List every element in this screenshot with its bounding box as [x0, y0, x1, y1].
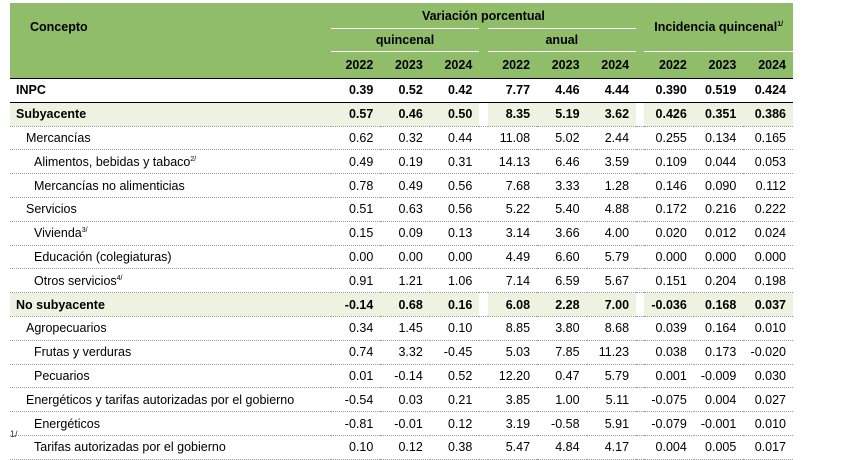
quincenal-value: 0.68	[380, 293, 430, 317]
quincenal-value: 0.57	[331, 102, 381, 126]
quincenal-value: 0.52	[430, 364, 480, 388]
anual-value: 3.19	[488, 412, 538, 436]
anual-value: 3.59	[587, 150, 637, 174]
table-row	[10, 174, 793, 198]
quincenal-value: 0.03	[380, 388, 430, 412]
table-row	[10, 316, 793, 340]
anual-value: 8.85	[488, 316, 538, 340]
incidencia-note: 1/	[777, 20, 784, 28]
quincenal-value: 0.39	[331, 79, 381, 103]
incidencia-value: 0.165	[743, 126, 793, 150]
anual-value: 7.00	[587, 293, 637, 317]
anual-value: 7.68	[488, 174, 538, 198]
anual-value: 11.08	[488, 126, 538, 150]
anual-value: 2.44	[587, 126, 637, 150]
anual-value: 11.23	[587, 340, 637, 364]
year-header: 2024	[743, 52, 793, 79]
incidencia-value: 0.000	[694, 245, 744, 269]
incidencia-value: -0.001	[694, 412, 744, 436]
table-row	[10, 150, 793, 174]
table-row	[10, 102, 793, 126]
row-label: Mercancías no alimenticias	[10, 174, 331, 198]
anual-value: 5.40	[537, 197, 587, 221]
incidencia-value: -0.020	[743, 340, 793, 364]
row-label: Vivienda$^{3/}$	[10, 221, 331, 245]
incidencia-value: 0.000	[644, 245, 694, 269]
table-body	[10, 79, 793, 460]
anual-value: 6.59	[537, 269, 587, 293]
incidencia-value: -0.036	[644, 293, 694, 317]
quincenal-value: 0.62	[331, 126, 381, 150]
row-label: Servicios	[10, 197, 331, 221]
year-header: 2024	[430, 52, 480, 79]
quincenal-value: 0.15	[331, 221, 381, 245]
quincenal-value: 1.45	[380, 316, 430, 340]
year-header: 2022	[331, 52, 381, 79]
quincenal-value: 0.01	[331, 364, 381, 388]
anual-value: 4.00	[587, 221, 637, 245]
quincenal-value: 0.52	[380, 79, 430, 103]
quincenal-value: 1.21	[380, 269, 430, 293]
table-row	[10, 412, 793, 436]
row-label: No subyacente	[10, 293, 331, 317]
row-note: 3/	[81, 227, 88, 235]
year-header: 2023	[380, 52, 430, 79]
incidencia-value: 0.173	[694, 340, 744, 364]
incidencia-value: 0.146	[644, 174, 694, 198]
incidencia-value: 0.151	[644, 269, 694, 293]
year-header: 2024	[587, 52, 637, 79]
table-row	[10, 126, 793, 150]
incidencia-value: 0.172	[644, 197, 694, 221]
quincenal-value: 0.10	[430, 316, 480, 340]
anual-value: 5.11	[587, 388, 637, 412]
incidencia-value: 0.255	[644, 126, 694, 150]
incidencia-value: 0.010	[743, 316, 793, 340]
row-note: 2/	[190, 155, 197, 163]
incidencia-value: 0.004	[694, 388, 744, 412]
incidencia-value: 0.390	[644, 79, 694, 103]
table-row	[10, 197, 793, 221]
incidencia-label: Incidencia quincenal	[654, 20, 778, 34]
incidencia-value: 0.010	[743, 412, 793, 436]
anual-value: 8.35	[488, 102, 538, 126]
incidencia-value: 0.134	[694, 126, 744, 150]
quincenal-value: 0.56	[430, 174, 480, 198]
anual-value: 5.19	[537, 102, 587, 126]
incidencia-value: 0.017	[743, 435, 793, 459]
incidencia-value: 0.164	[694, 316, 744, 340]
incidencia-value: 0.198	[743, 269, 793, 293]
incidencia-value: 0.053	[743, 150, 793, 174]
anual-value: 5.22	[488, 197, 538, 221]
incidencia-value: 0.426	[644, 102, 694, 126]
incidencia-value: 0.351	[694, 102, 744, 126]
row-label: Alimentos, bebidas y tabaco$^{2/}$	[10, 150, 331, 174]
table-header	[10, 3, 793, 79]
quincenal-value: 0.34	[331, 316, 381, 340]
anual-value: 12.20	[488, 364, 538, 388]
quincenal-value: -0.81	[331, 412, 381, 436]
anual-value: 5.91	[587, 412, 637, 436]
incidencia-value: 0.005	[694, 435, 744, 459]
quincenal-value: 0.74	[331, 340, 381, 364]
incidencia-value: 0.424	[743, 79, 793, 103]
anual-value: 7.14	[488, 269, 538, 293]
incidencia-value: 0.204	[694, 269, 744, 293]
row-label: INPC	[10, 79, 331, 103]
row-label: Energéticos	[10, 412, 331, 436]
anual-value: 4.44	[587, 79, 637, 103]
anual-value: 2.28	[537, 293, 587, 317]
quincenal-value: 0.00	[430, 245, 480, 269]
anual-header: anual	[488, 29, 637, 52]
anual-value: 3.33	[537, 174, 587, 198]
anual-value: 4.46	[537, 79, 587, 103]
quincenal-value: 3.32	[380, 340, 430, 364]
quincenal-value: 0.56	[430, 197, 480, 221]
inflation-table	[10, 3, 793, 460]
quincenal-value: -0.54	[331, 388, 381, 412]
quincenal-value: 0.78	[331, 174, 381, 198]
anual-value: 0.47	[537, 364, 587, 388]
anual-value: 5.03	[488, 340, 538, 364]
quincenal-value: -0.14	[380, 364, 430, 388]
row-label: Energéticos y tarifas autorizadas por el gobierno	[10, 388, 331, 412]
quincenal-value: 0.50	[430, 102, 480, 126]
anual-value: 3.80	[537, 316, 587, 340]
incidencia-value: 0.222	[743, 197, 793, 221]
incidencia-value: 0.168	[694, 293, 744, 317]
quincenal-value: 0.21	[430, 388, 480, 412]
table-row	[10, 79, 793, 103]
incidencia-value: 0.037	[743, 293, 793, 317]
quincenal-value: 0.44	[430, 126, 480, 150]
incidencia-value: 0.039	[644, 316, 694, 340]
quincenal-value: -0.45	[430, 340, 480, 364]
year-header: 2022	[644, 52, 694, 79]
incidencia-header	[644, 3, 793, 52]
incidencia-value: 0.216	[694, 197, 744, 221]
row-label: Subyacente	[10, 102, 331, 126]
quincenal-value: 0.10	[331, 435, 381, 459]
anual-value: 4.84	[537, 435, 587, 459]
row-label: Mercancías	[10, 126, 331, 150]
incidencia-value: 0.112	[743, 174, 793, 198]
anual-value: 5.79	[587, 245, 637, 269]
row-label: Otros servicios$^{4/}$	[10, 269, 331, 293]
row-note: 4/	[116, 274, 123, 282]
quincenal-value: 0.19	[380, 150, 430, 174]
anual-value: 8.68	[587, 316, 637, 340]
anual-value: 4.49	[488, 245, 538, 269]
quincenal-value: 0.51	[331, 197, 381, 221]
anual-value: -0.58	[537, 412, 587, 436]
incidencia-value: 0.004	[644, 435, 694, 459]
year-header: 2022	[488, 52, 538, 79]
incidencia-value: 0.030	[743, 364, 793, 388]
table-row	[10, 221, 793, 245]
incidencia-value: 0.038	[644, 340, 694, 364]
table-row	[10, 269, 793, 293]
anual-value: 3.85	[488, 388, 538, 412]
incidencia-value: 0.024	[743, 221, 793, 245]
quincenal-value: 0.42	[430, 79, 480, 103]
footnote: 1/	[10, 429, 18, 439]
incidencia-value: 0.000	[743, 245, 793, 269]
anual-value: 1.00	[537, 388, 587, 412]
incidencia-value: 0.090	[694, 174, 744, 198]
incidencia-value: -0.079	[644, 412, 694, 436]
incidencia-value: 0.519	[694, 79, 744, 103]
quincenal-value: 0.16	[430, 293, 480, 317]
quincenal-value: 1.06	[430, 269, 480, 293]
row-label: Frutas y verduras	[10, 340, 331, 364]
anual-value: 4.88	[587, 197, 637, 221]
anual-value: 7.77	[488, 79, 538, 103]
row-label: Tarifas autorizadas por el gobierno	[10, 435, 331, 459]
anual-value: 6.08	[488, 293, 538, 317]
anual-value: 5.47	[488, 435, 538, 459]
quincenal-value: 0.63	[380, 197, 430, 221]
table-row	[10, 364, 793, 388]
concepto-header: Concepto	[10, 3, 331, 52]
anual-value: 3.66	[537, 221, 587, 245]
quincenal-value: 0.49	[380, 174, 430, 198]
anual-value: 6.60	[537, 245, 587, 269]
anual-value: 3.14	[488, 221, 538, 245]
quincenal-header: quincenal	[331, 29, 480, 52]
incidencia-value: -0.075	[644, 388, 694, 412]
quincenal-value: 0.09	[380, 221, 430, 245]
quincenal-value: 0.31	[430, 150, 480, 174]
anual-value: 6.46	[537, 150, 587, 174]
quincenal-value: 0.12	[380, 435, 430, 459]
quincenal-value: 0.46	[380, 102, 430, 126]
anual-value: 1.28	[587, 174, 637, 198]
incidencia-value: 0.027	[743, 388, 793, 412]
quincenal-value: -0.14	[331, 293, 381, 317]
table-row	[10, 340, 793, 364]
quincenal-value: 0.91	[331, 269, 381, 293]
quincenal-value: 0.38	[430, 435, 480, 459]
table-row	[10, 388, 793, 412]
variacion-label: Variación porcentual	[421, 8, 545, 23]
year-header: 2023	[694, 52, 744, 79]
row-label: Educación (colegiaturas)	[10, 245, 331, 269]
incidencia-value: 0.020	[644, 221, 694, 245]
anual-value: 5.67	[587, 269, 637, 293]
quincenal-value: -0.01	[380, 412, 430, 436]
anual-value: 3.62	[587, 102, 637, 126]
incidencia-value: 0.012	[694, 221, 744, 245]
anual-value: 7.85	[537, 340, 587, 364]
row-label: Agropecuarios	[10, 316, 331, 340]
row-label: Pecuarios	[10, 364, 331, 388]
incidencia-value: -0.009	[694, 364, 744, 388]
anual-value: 4.17	[587, 435, 637, 459]
table-row	[10, 435, 793, 459]
quincenal-value: 0.13	[430, 221, 480, 245]
quincenal-value: 0.32	[380, 126, 430, 150]
year-header: 2023	[537, 52, 587, 79]
table-row	[10, 293, 793, 317]
table-row	[10, 245, 793, 269]
quincenal-value: 0.49	[331, 150, 381, 174]
anual-value: 5.02	[537, 126, 587, 150]
incidencia-value: 0.001	[644, 364, 694, 388]
variacion-header	[331, 3, 636, 29]
incidencia-value: 0.044	[694, 150, 744, 174]
anual-value: 14.13	[488, 150, 538, 174]
anual-value: 5.79	[587, 364, 637, 388]
incidencia-value: 0.109	[644, 150, 694, 174]
quincenal-value: 0.00	[331, 245, 381, 269]
quincenal-value: 0.12	[430, 412, 480, 436]
incidencia-value: 0.386	[743, 102, 793, 126]
quincenal-value: 0.00	[380, 245, 430, 269]
